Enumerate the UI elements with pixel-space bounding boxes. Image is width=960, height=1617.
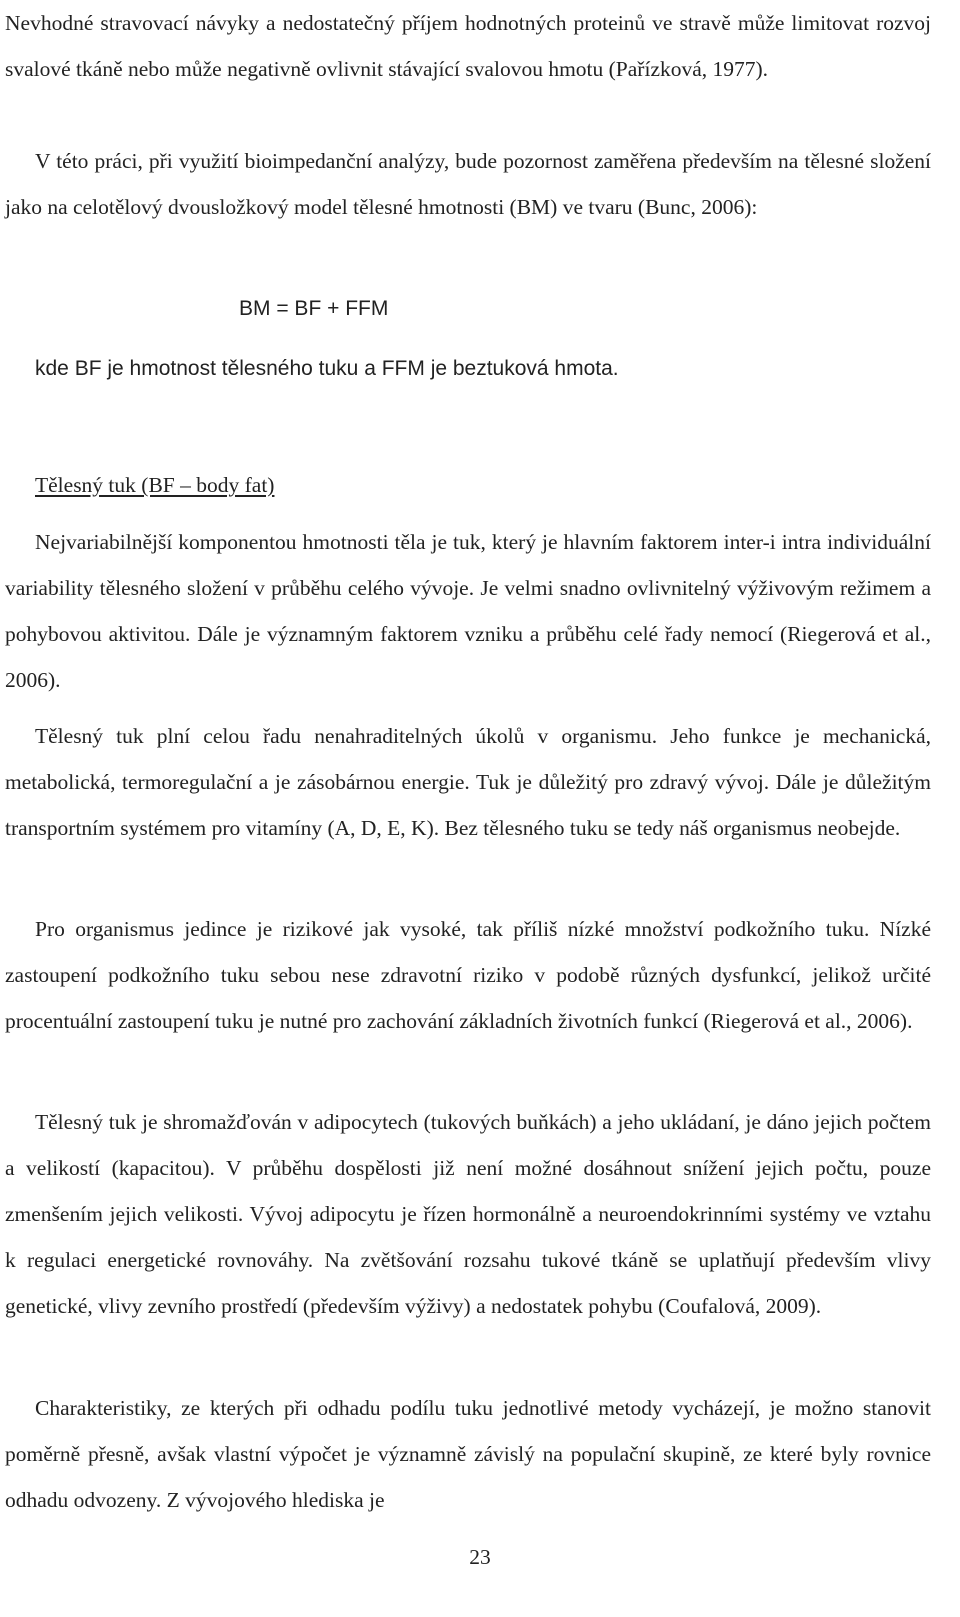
- paragraph-bioimpedance: V této práci, při využití bioimpedanční analýzy, bude pozornost zaměřena především na tělesné složení jako na celotělový dvousložkový model tělesné hmotnosti (BM) ve tvaru (Bunc, 2006):: [5, 149, 931, 219]
- page-number: 23: [469, 1545, 491, 1569]
- paragraph-functions: Tělesný tuk plní celou řadu nenahraditelných úkolů v organismu. Jeho funkce je mechanická, metabolická, termoregulační a je zásobárnou energie. Tuk je důležitý pro zdravý vývoj. Dále je důležitým transportním systémem pro vitamíny (A, D, E, K). Bez tělesného tuku se tedy náš organismus neobejde.: [5, 724, 931, 840]
- formula-explanation: kde BF je hmotnost tělesného tuku a FFM je beztuková hmota.: [35, 357, 619, 380]
- paragraph-nutrition: Nevhodné stravovací návyky a nedostatečný příjem hodnotných proteinů ve stravě může limitovat rozvoj svalové tkáně nebo může negativně ovlivnit stávající svalovou hmotu (Pařízková, 1977).: [5, 11, 931, 81]
- paragraph-variability: Nejvariabilnější komponentou hmotnosti těla je tuk, který je hlavním faktorem inter-i intra individuální variability tělesného složení v průběhu celého vývoje. Je velmi snadno ovlivnitelný výživovým režimem a pohybovou aktivitou. Dále je významným faktorem vzniku a průběhu celé řady nemocí (Riegerová et al., 2006).: [5, 530, 931, 692]
- paragraph-characteristics: Charakteristiky, ze kterých při odhadu podílu tuku jednotlivé metody vycházejí, je možno stanovit poměrně přesně, avšak vlastní výpočet je významně závislý na populační skupině, ze které byly rovnice odhadu odvozeny. Z vývojového hlediska je: [5, 1396, 931, 1512]
- paragraph-risk: Pro organismus jedince je rizikové jak vysoké, tak příliš nízké množství podkožního tuku. Nízké zastoupení podkožního tuku sebou nese zdravotní riziko v podobě různých dysfunkcí, jelikož určité procentuální zastoupení tuku je nutné pro zachování základních životních funkcí (Riegerová et al., 2006).: [5, 917, 931, 1033]
- body-mass-formula: BM = BF + FFM: [239, 297, 389, 320]
- section-heading-body-fat: Tělesný tuk (BF – body fat): [35, 473, 275, 497]
- paragraph-adipocytes: Tělesný tuk je shromažďován v adipocytech (tukových buňkách) a jeho ukládaní, je dáno jejich počtem a velikostí (kapacitou). V průběhu dospělosti již není možné dosáhnout snížení jejich počtu, pouze zmenšením jejich velikosti. Vývoj adipocytu je řízen hormonálně a neuroendokrinními systémy ve vztahu k regulaci energetické rovnováhy. Na zvětšování rozsahu tukové tkáně se uplatňují především vlivy genetické, vlivy zevního prostředí (především výživy) a nedostatek pohybu (Coufalová, 2009).: [5, 1110, 931, 1318]
